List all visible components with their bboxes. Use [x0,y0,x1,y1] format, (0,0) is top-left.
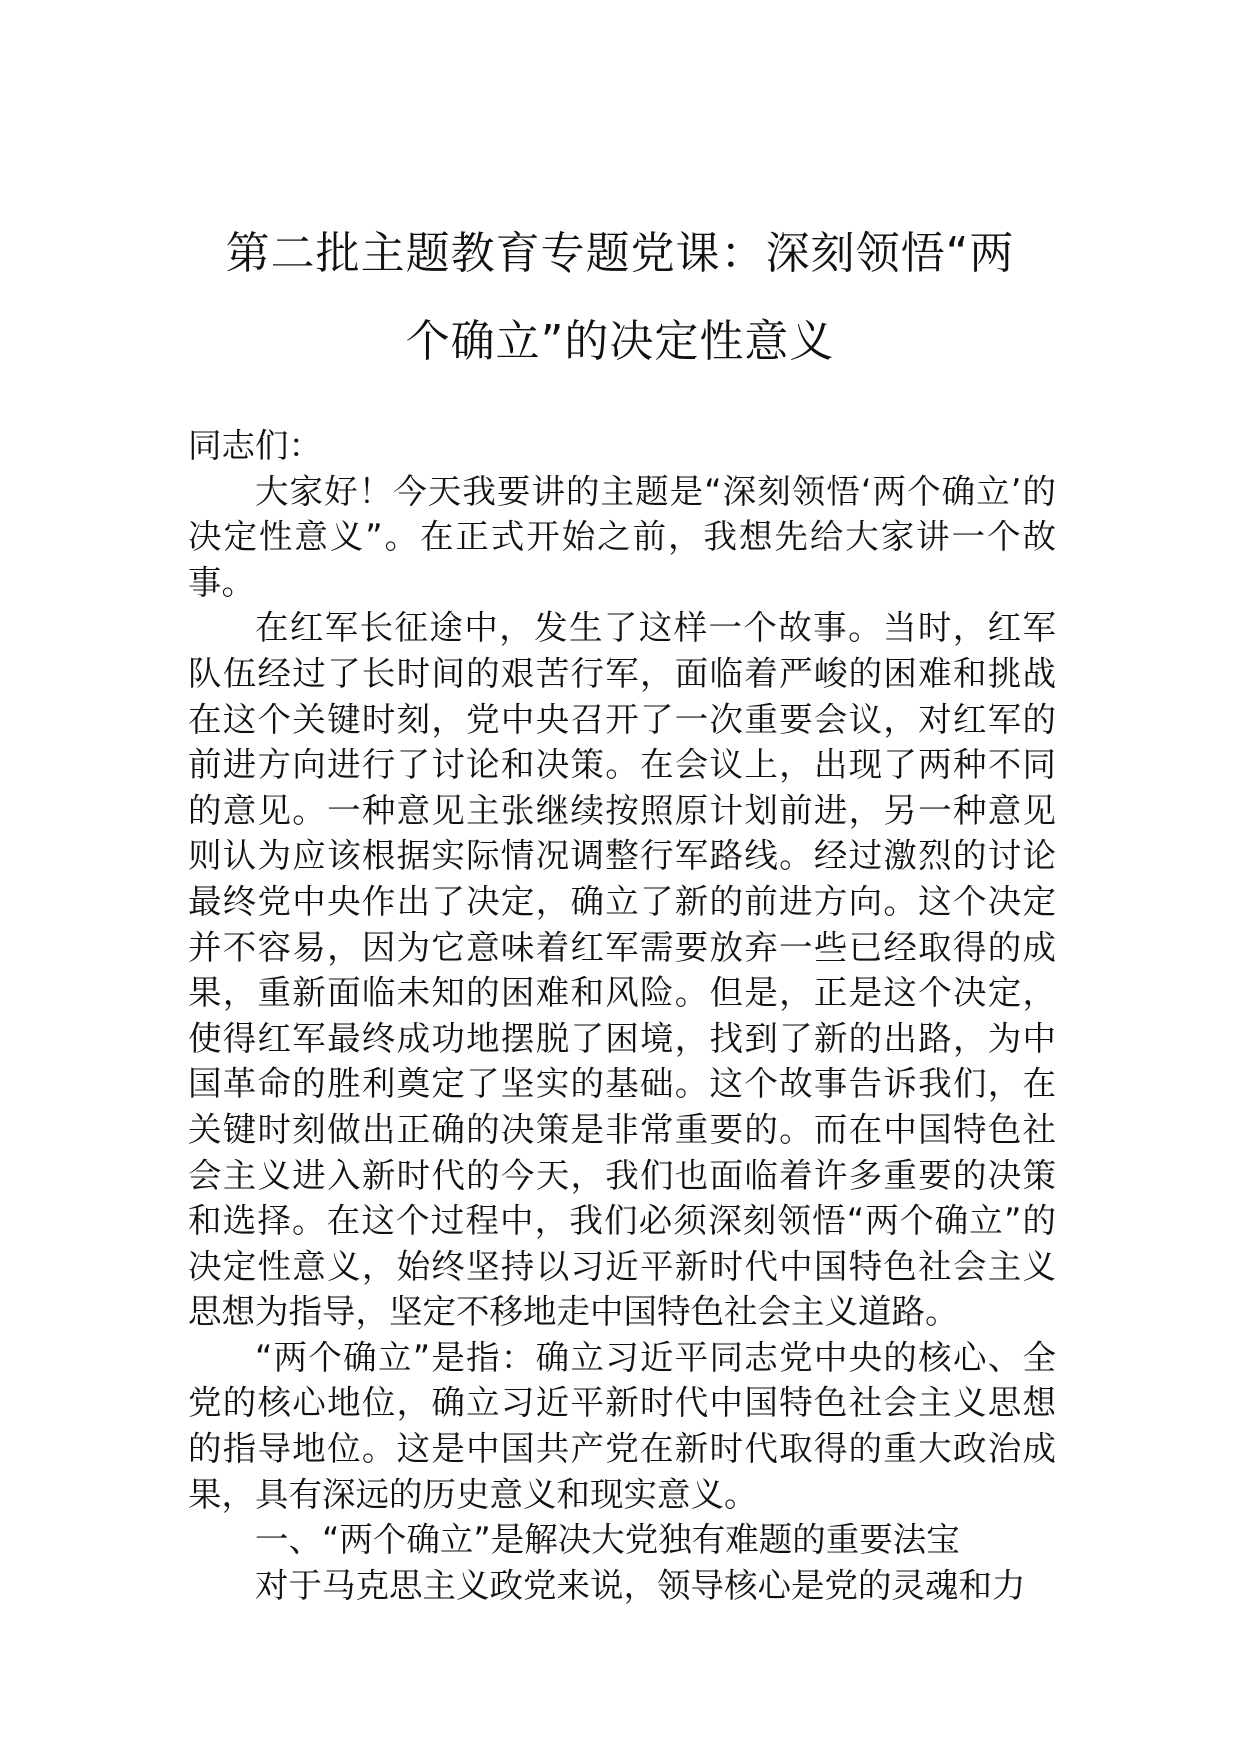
paragraph-greeting: 大家好！今天我要讲的主题是“深刻领悟‘两个确立’的决定性意义”。在正式开始之前，我想先给大家讲一个故事。 [188,471,1056,602]
paragraph-two-establishments-definition: “两个确立”是指：确立习近平同志党中央的核心、全党的核心地位，确立习近平新时代中国特色社会主义思想的指导地位。这是中国共产党在新时代取得的重大政治成果，具有深远的历史意义和现实意义。 [188,1337,1056,1514]
salutation: 同志们： [188,426,322,465]
title-line-2: 个确立”的决定性意义 [405,316,835,367]
document-title [120,210,1120,386]
paragraph-long-march-story: 在红军长征途中，发生了这样一个故事。当时，红军队伍经过了长时间的艰苦行军，面临着严峻的困难和挑战在这个关键时刻，党中央召开了一次重要会议，对红军的前进方向进行了讨论和决策。在会议上，出现了两种不同的意见。一种意见主张继续按照原计划前进，另一种意见则认为应该根据实际情况调整行军路线。经过激烈的讨论最终党中央作出了决定，确立了新的前进方向。这个决定并不容易，因为它意味着红军需要放弃一些已经取得的成果，重新面临未知的困难和风险。但是，正是这个决定，使得红军最终成功地摆脱了困境，找到了新的出路，为中国革命的胜利奠定了坚实的基础。这个故事告诉我们，在关键时刻做出正确的决策是非常重要的。而在中国特色社会主义进入新时代的今天，我们也面临着许多重要的决策和选择。在这个过程中，我们必须深刻领悟“两个确立”的决定性意义，始终坚持以习近平新时代中国特色社会主义思想为指导，坚定不移地走中国特色社会主义道路。 [188,608,1056,1332]
document-body [188,423,1056,1608]
paragraph-section-1-start: 对于马克思主义政党来说，领导核心是党的灵魂和力 [255,1565,1026,1605]
title-line-1: 第二批主题教育专题党课：深刻领悟“两 [225,228,1015,279]
section-heading-1: 一、“两个确立”是解决大党独有难题的重要法宝 [255,1520,960,1560]
